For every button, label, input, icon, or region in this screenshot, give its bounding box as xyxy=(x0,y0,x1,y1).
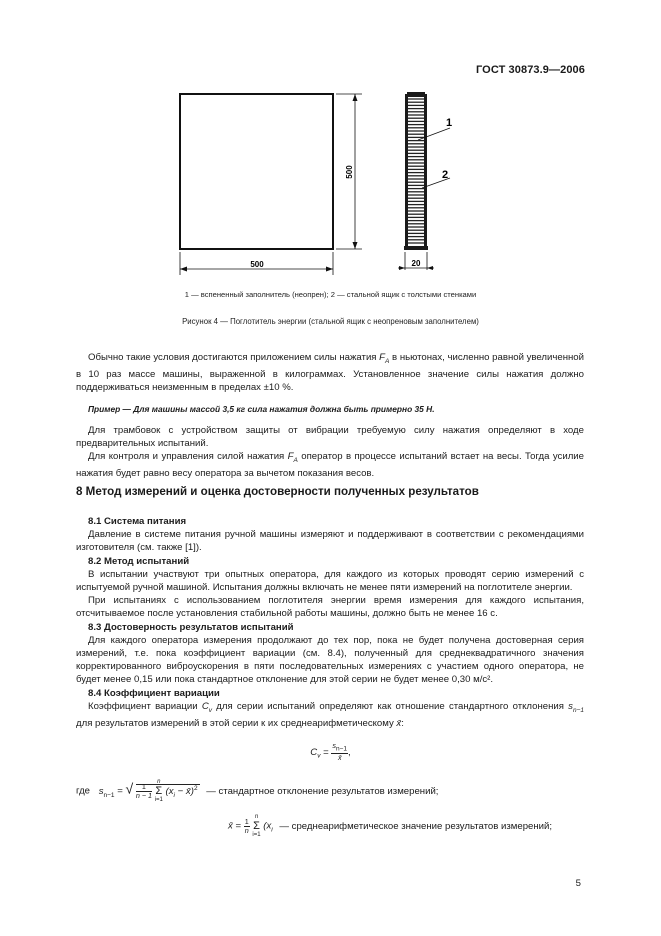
page-number: 5 xyxy=(575,878,581,889)
subsection-8-3-title: 8.3 Достоверность результатов испытаний xyxy=(88,621,294,633)
subsection-8-1-title: 8.1 Система питания xyxy=(88,516,187,527)
subsection-8-4-title: 8.4 Коэффициент вариации xyxy=(88,687,220,699)
subsection-8-2-text-1: В испытании участвуют три опытных оператора, для каждого из которых проводят серию измерений с испытуемой ручной машиной. Испытания должны включать не менее пяти измерений на поглотителе энергии. xyxy=(76,568,584,594)
section-8-heading: 8 Метод измерений и оценка достоверности полученных результатов xyxy=(76,485,479,498)
mean-formula-line: x̄ = $\frac{1}{n}$ n Σ i=1 ($x_i$ — среднеарифметическое значение результатов измерений; xyxy=(228,814,553,838)
text-block-top xyxy=(76,351,584,480)
subsection-8-2-title: 8.2 Метод испытаний xyxy=(88,555,190,567)
paragraph-force-conditions: Обычно такие условия достигаются приложением силы нажатия $F_A$ в ньютонах, численно равной увеличенной в 10 раз массе машины, выраженной в килограммах. Установленное значение силы нажатия должно поддерживаться неизменным в пределах ±10 %. xyxy=(76,352,584,394)
subsection-8-3-text: Для каждого оператора измерения продолжают до тех пор, пока не будет получена достоверная серия измерений, т.е. пока коэффициент вариации (см. 8.4), полученный для среднеквадратичного значения корректированного виброускорения в пяти последовательных измерениях с участием одного оператора, не будет менее 0,15 или пока стандартное отклонение для этой серии не будет менее 0,30 м/с². xyxy=(76,634,584,686)
dim-width-label: 500 xyxy=(250,260,264,269)
example-paragraph: Пример — Для машины массой 3,5 кг сила нажатия должна быть примерно 35 Н. xyxy=(88,403,435,414)
cv-formula: $C_v$ = $\frac{s_{n-1}}{x̄}$ , xyxy=(310,741,351,763)
paragraph-rammers: Для трамбовок с устройством защиты от вибрации требуемую силу нажатия определяют в ходе предварительных испытаний. xyxy=(76,424,584,449)
standard-number: ГОСТ 30873.9—2006 xyxy=(475,64,585,76)
figure-legend: 1 — вспененный заполнитель (неопрен); 2 — стальной ящик с толстыми стенками xyxy=(184,290,477,299)
dim-thickness-label: 20 xyxy=(411,259,421,268)
subsection-8-2-text-2: При испытаниях с использованием поглотителя энергии время измерения для каждого испытания, отсчитываемое после установления стабильной работы машины, должно быть не менее 16 с. xyxy=(76,595,584,620)
callout-2: 2 xyxy=(442,169,449,181)
subsection-8-4-text: Коэффициент вариации $C_v$ для серии испытаний определяют как отношение стандартного отклонения $s_{n-1}$ для результатов измерений в этой серии к их среднеарифметическому x̄: xyxy=(76,700,584,729)
section-8-body xyxy=(76,515,584,730)
paragraph-scales: Для контроля и управления силой нажатия $F_A$ оператор в процессе испытаний встает на весы. Тогда усилие нажатия будет равно весу оператора за вычетом показания весов. xyxy=(76,451,584,480)
absorber-front-view xyxy=(180,94,333,249)
figure-4-drawing xyxy=(0,0,661,300)
callout-1: 1 xyxy=(446,117,453,129)
dim-height-label: 500 xyxy=(345,165,354,179)
subsection-8-1-text: Давление в системе питания ручной машины измеряют и поддерживают в соответствии с рекомендациями изготовителя (см. также [1]). xyxy=(76,529,584,554)
figure-caption: Рисунок 4 — Поглотитель энергии (стальной ящик с неопреновым заполнителем) xyxy=(182,317,479,326)
sd-formula-line: где $s_{n-1}$ = √ $\frac{1}{n - 1}$ n Σ i=1 ($x_i$ − x̄)$^2$ — стандартное отклонение результатов измерений; xyxy=(76,779,439,803)
